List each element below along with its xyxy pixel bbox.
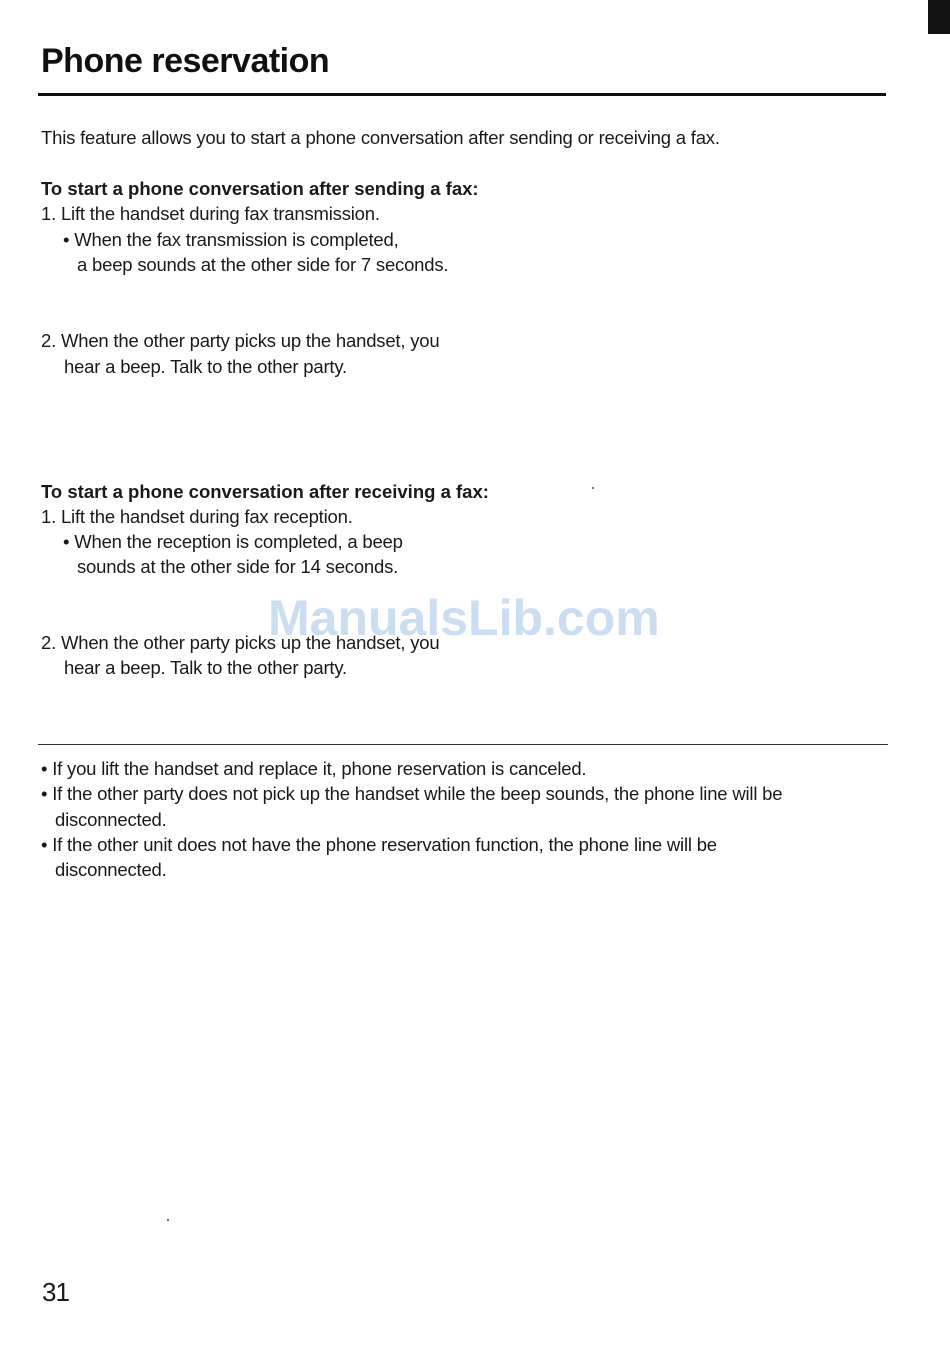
page-title: Phone reservation — [41, 42, 330, 80]
note-2-line-2: disconnected. — [55, 809, 167, 830]
page-number: 31 — [42, 1277, 69, 1307]
note-1: • If you lift the handset and replace it, phone reservation is canceled. — [41, 758, 587, 779]
title-divider — [38, 93, 886, 96]
note-2-line-1: • If the other party does not pick up the handset while the beep sounds, the phone line will be — [41, 783, 783, 804]
receiving-step-1: 1. Lift the handset during fax reception. — [41, 506, 353, 527]
receiving-heading: To start a phone conversation after receiving a fax: — [41, 481, 489, 502]
sending-step-2-line-2: hear a beep. Talk to the other party. — [64, 356, 347, 377]
receiving-step-1-note-line-1: • When the reception is completed, a beep — [63, 531, 403, 552]
sending-step-1: 1. Lift the handset during fax transmission. — [41, 203, 380, 224]
receiving-step-1-note-line-2: sounds at the other side for 14 seconds. — [77, 556, 399, 577]
receiving-step-2-line-1: 2. When the other party picks up the handset, you — [41, 632, 440, 653]
scan-speck — [167, 1219, 169, 1221]
sending-step-2-line-1: 2. When the other party picks up the handset, you — [41, 330, 440, 351]
notes-divider — [38, 744, 888, 745]
receiving-step-2-line-2: hear a beep. Talk to the other party. — [64, 657, 347, 678]
intro-text: This feature allows you to start a phone conversation after sending or receiving a fax. — [41, 127, 720, 148]
note-3-line-2: disconnected. — [55, 859, 167, 880]
sending-step-1-note-line-2: a beep sounds at the other side for 7 seconds. — [77, 254, 449, 275]
sending-step-1-note-line-1: • When the fax transmission is completed, — [63, 229, 399, 250]
page-corner-tab — [928, 0, 950, 34]
sending-heading: To start a phone conversation after sending a fax: — [41, 178, 479, 199]
note-3-line-1: • If the other unit does not have the phone reservation function, the phone line will be — [41, 834, 717, 855]
watermark: ManualsLib.com — [268, 590, 660, 646]
scan-speck — [592, 487, 594, 489]
